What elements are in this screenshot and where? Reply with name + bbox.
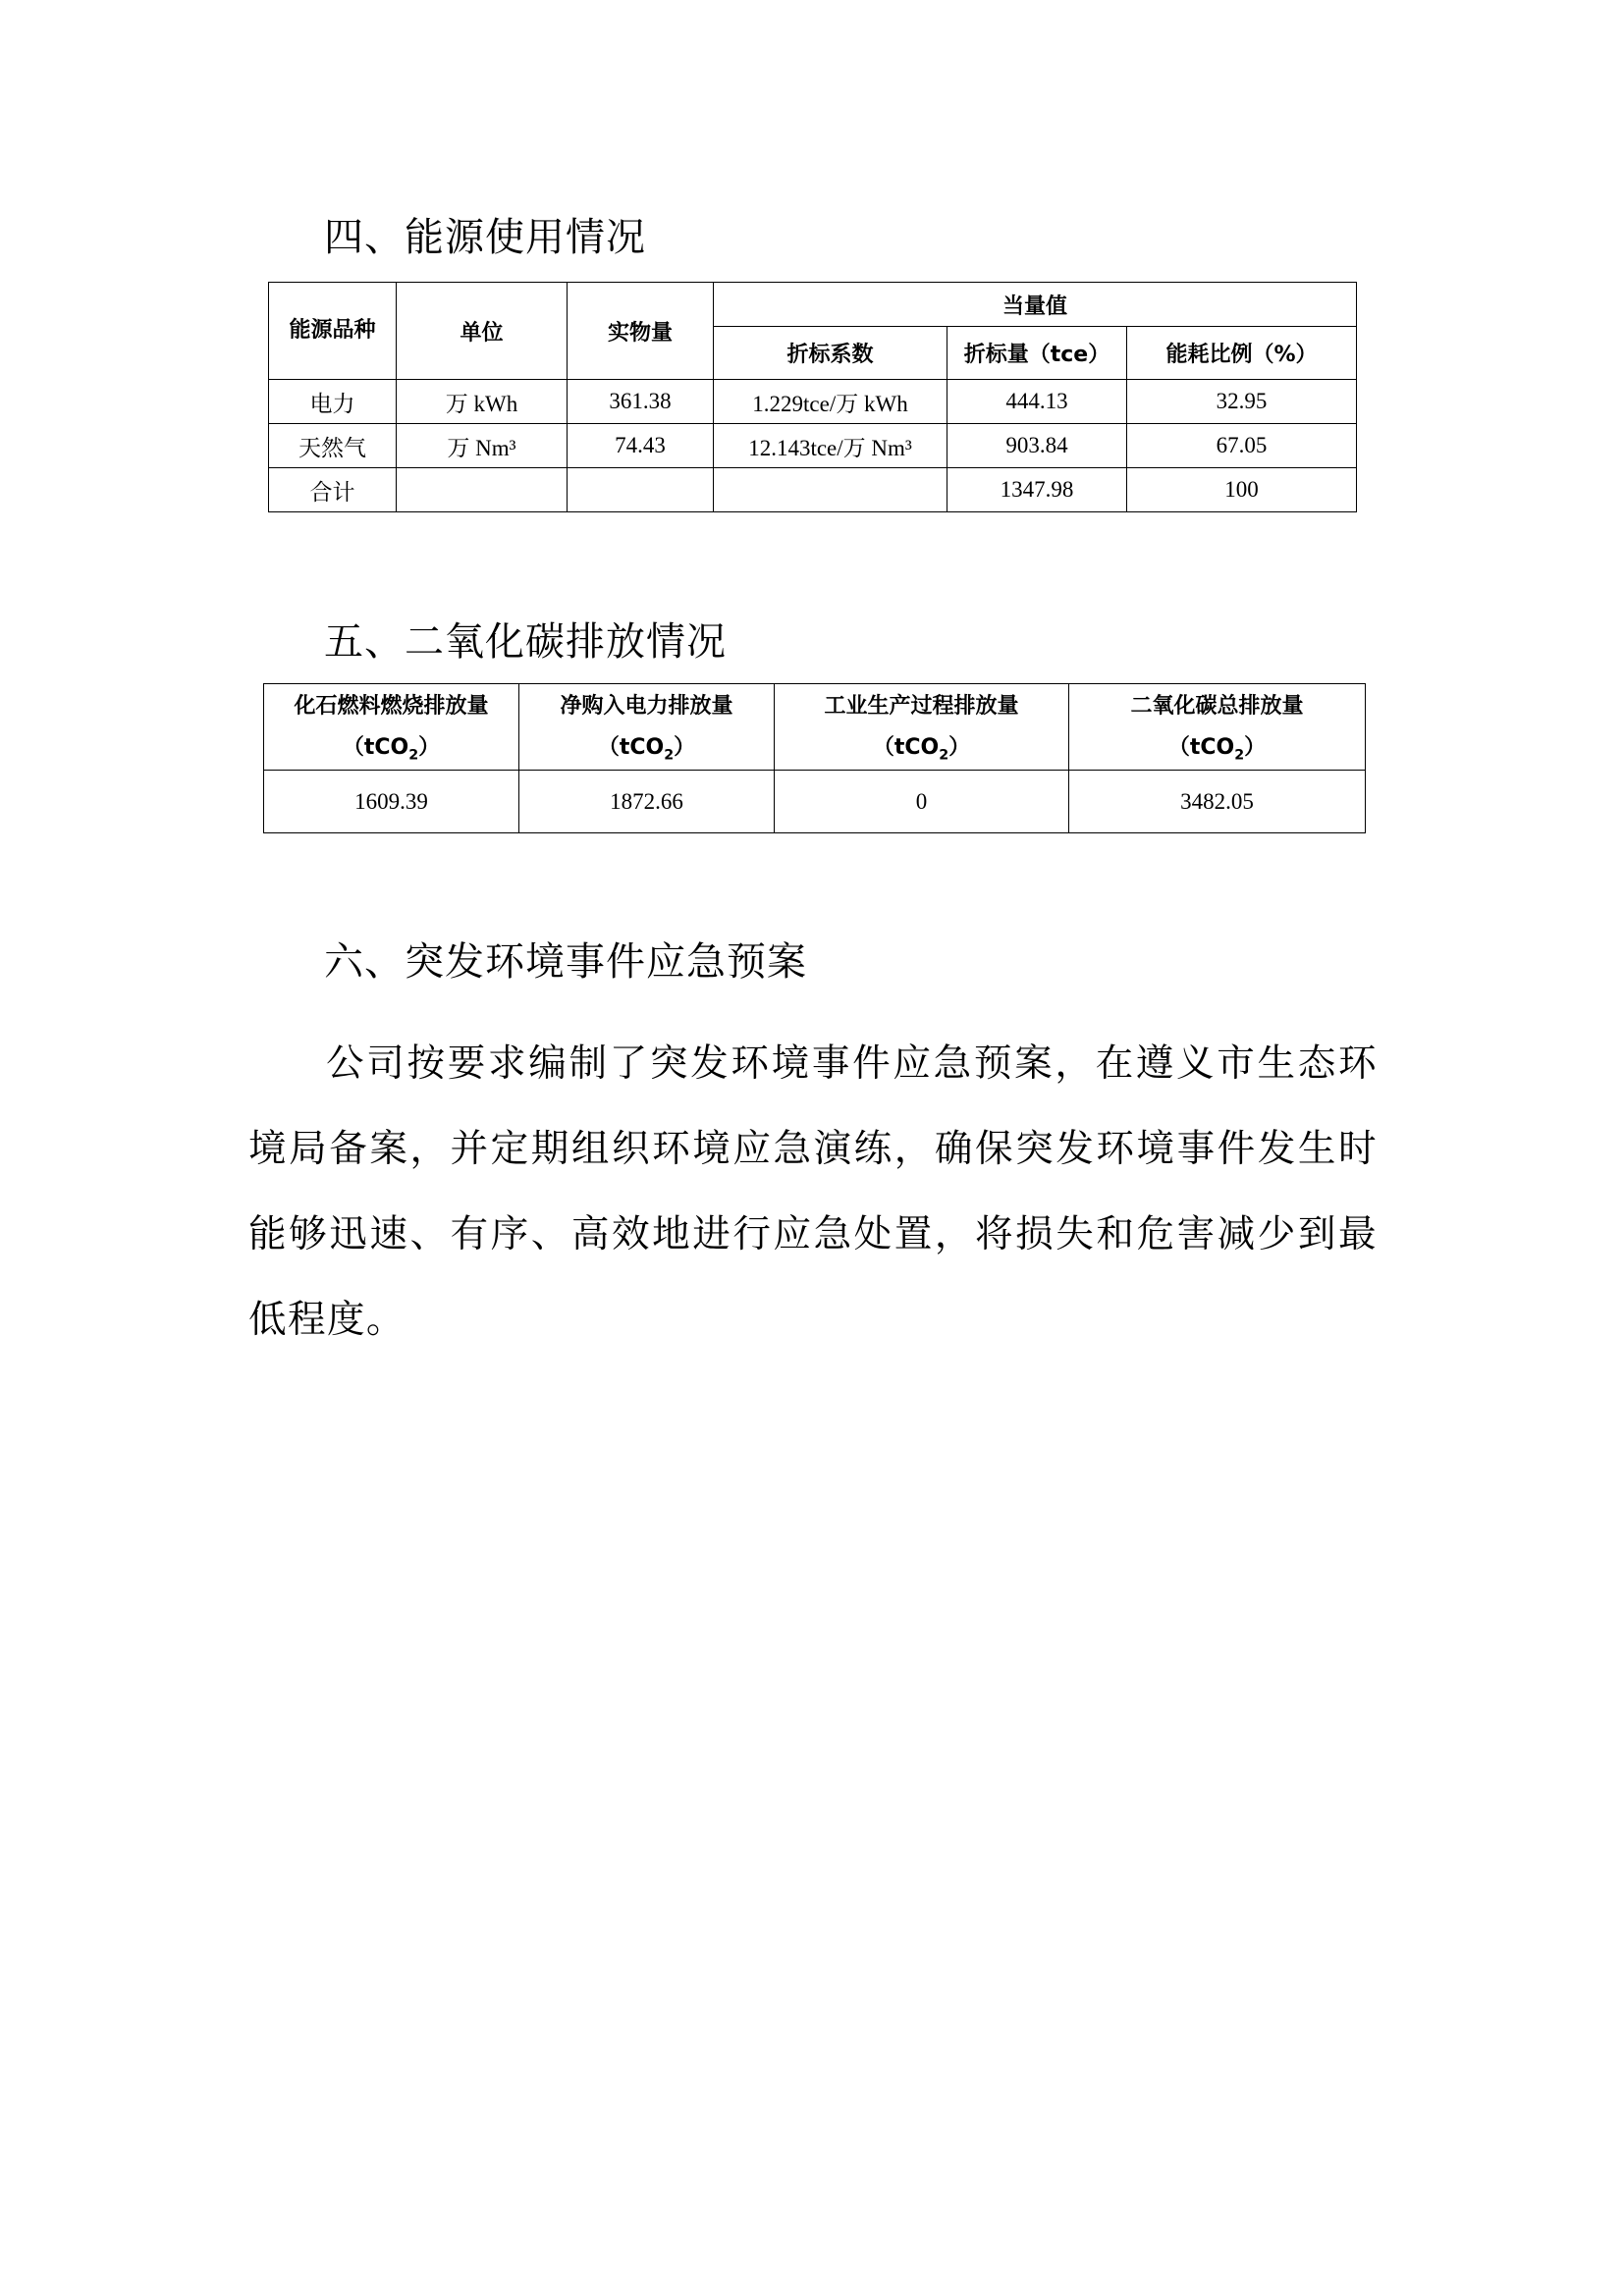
cell-standard-coal: 444.13 — [947, 380, 1127, 424]
header-label: 净购入电力排放量 — [560, 693, 733, 719]
header-conversion-factor: 折标系数 — [714, 327, 947, 380]
cell-energy-share: 67.05 — [1127, 424, 1357, 468]
header-standard-coal: 折标量（tce） — [947, 327, 1127, 380]
header-label: 工业生产过程排放量 — [824, 693, 1019, 719]
table-header-row — [269, 283, 1357, 327]
cell-unit — [397, 468, 568, 512]
header-industrial-process-emissions — [775, 684, 1069, 771]
cell-physical-quantity — [568, 468, 714, 512]
cell-energy-share: 100 — [1127, 468, 1357, 512]
cell-unit: 万 Nm³ — [397, 424, 568, 468]
cell-energy-type: 电力 — [269, 380, 397, 424]
cell-conversion-factor: 12.143tce/万 Nm³ — [714, 424, 947, 468]
header-label: 二氧化碳总排放量 — [1130, 693, 1304, 719]
header-unit: 单位 — [397, 283, 568, 380]
header-purchased-electricity-emissions — [519, 684, 775, 771]
header-unit-label: （tCO$_2$） — [597, 734, 696, 763]
cell-physical-quantity: 74.43 — [568, 424, 714, 468]
header-equivalent-value: 当量值 — [714, 283, 1357, 327]
section-heading-energy-use: 四、能源使用情况 — [324, 215, 646, 260]
cell-energy-share: 32.95 — [1127, 380, 1357, 424]
table-row — [269, 424, 1357, 468]
cell-purchased-electricity-emissions: 1872.66 — [519, 771, 775, 833]
header-fossil-fuel-emissions — [264, 684, 519, 771]
cell-conversion-factor: 1.229tce/万 kWh — [714, 380, 947, 424]
cell-total-co2-emissions: 3482.05 — [1069, 771, 1366, 833]
cell-industrial-process-emissions: 0 — [775, 771, 1069, 833]
cell-standard-coal: 903.84 — [947, 424, 1127, 468]
energy-use-table — [268, 282, 1357, 512]
table-row — [269, 380, 1357, 424]
cell-standard-coal: 1347.98 — [947, 468, 1127, 512]
co2-emissions-table — [263, 683, 1366, 833]
table-row-total — [269, 468, 1357, 512]
section-heading-emergency-plan: 六、突发环境事件应急预案 — [324, 939, 807, 985]
header-unit-label: （tCO$_2$） — [872, 734, 971, 763]
header-energy-type: 能源品种 — [269, 283, 397, 380]
cell-energy-type: 合计 — [269, 468, 397, 512]
header-label: 化石燃料燃烧排放量 — [294, 693, 489, 719]
section-heading-co2-emissions: 五、二氧化碳排放情况 — [324, 619, 727, 665]
header-physical-quantity: 实物量 — [568, 283, 714, 380]
table-row — [264, 771, 1366, 833]
emergency-plan-paragraph: 公司按要求编制了突发环境事件应急预案，在遵义市生态环境局备案，并定期组织环境应急演练，确保突发环境事件发生时能够迅速、有序、高效地进行应急处置，将损失和危害减少到最低程度。 — [248, 1041, 1378, 1342]
header-unit-label: （tCO$_2$） — [342, 734, 441, 763]
header-total-co2-emissions — [1069, 684, 1366, 771]
cell-unit: 万 kWh — [397, 380, 568, 424]
table-header-row — [264, 684, 1366, 771]
header-energy-share: 能耗比例（%） — [1127, 327, 1357, 380]
header-unit-label: （tCO$_2$） — [1167, 734, 1267, 763]
cell-physical-quantity: 361.38 — [568, 380, 714, 424]
cell-fossil-fuel-emissions: 1609.39 — [264, 771, 519, 833]
cell-energy-type: 天然气 — [269, 424, 397, 468]
cell-conversion-factor — [714, 468, 947, 512]
